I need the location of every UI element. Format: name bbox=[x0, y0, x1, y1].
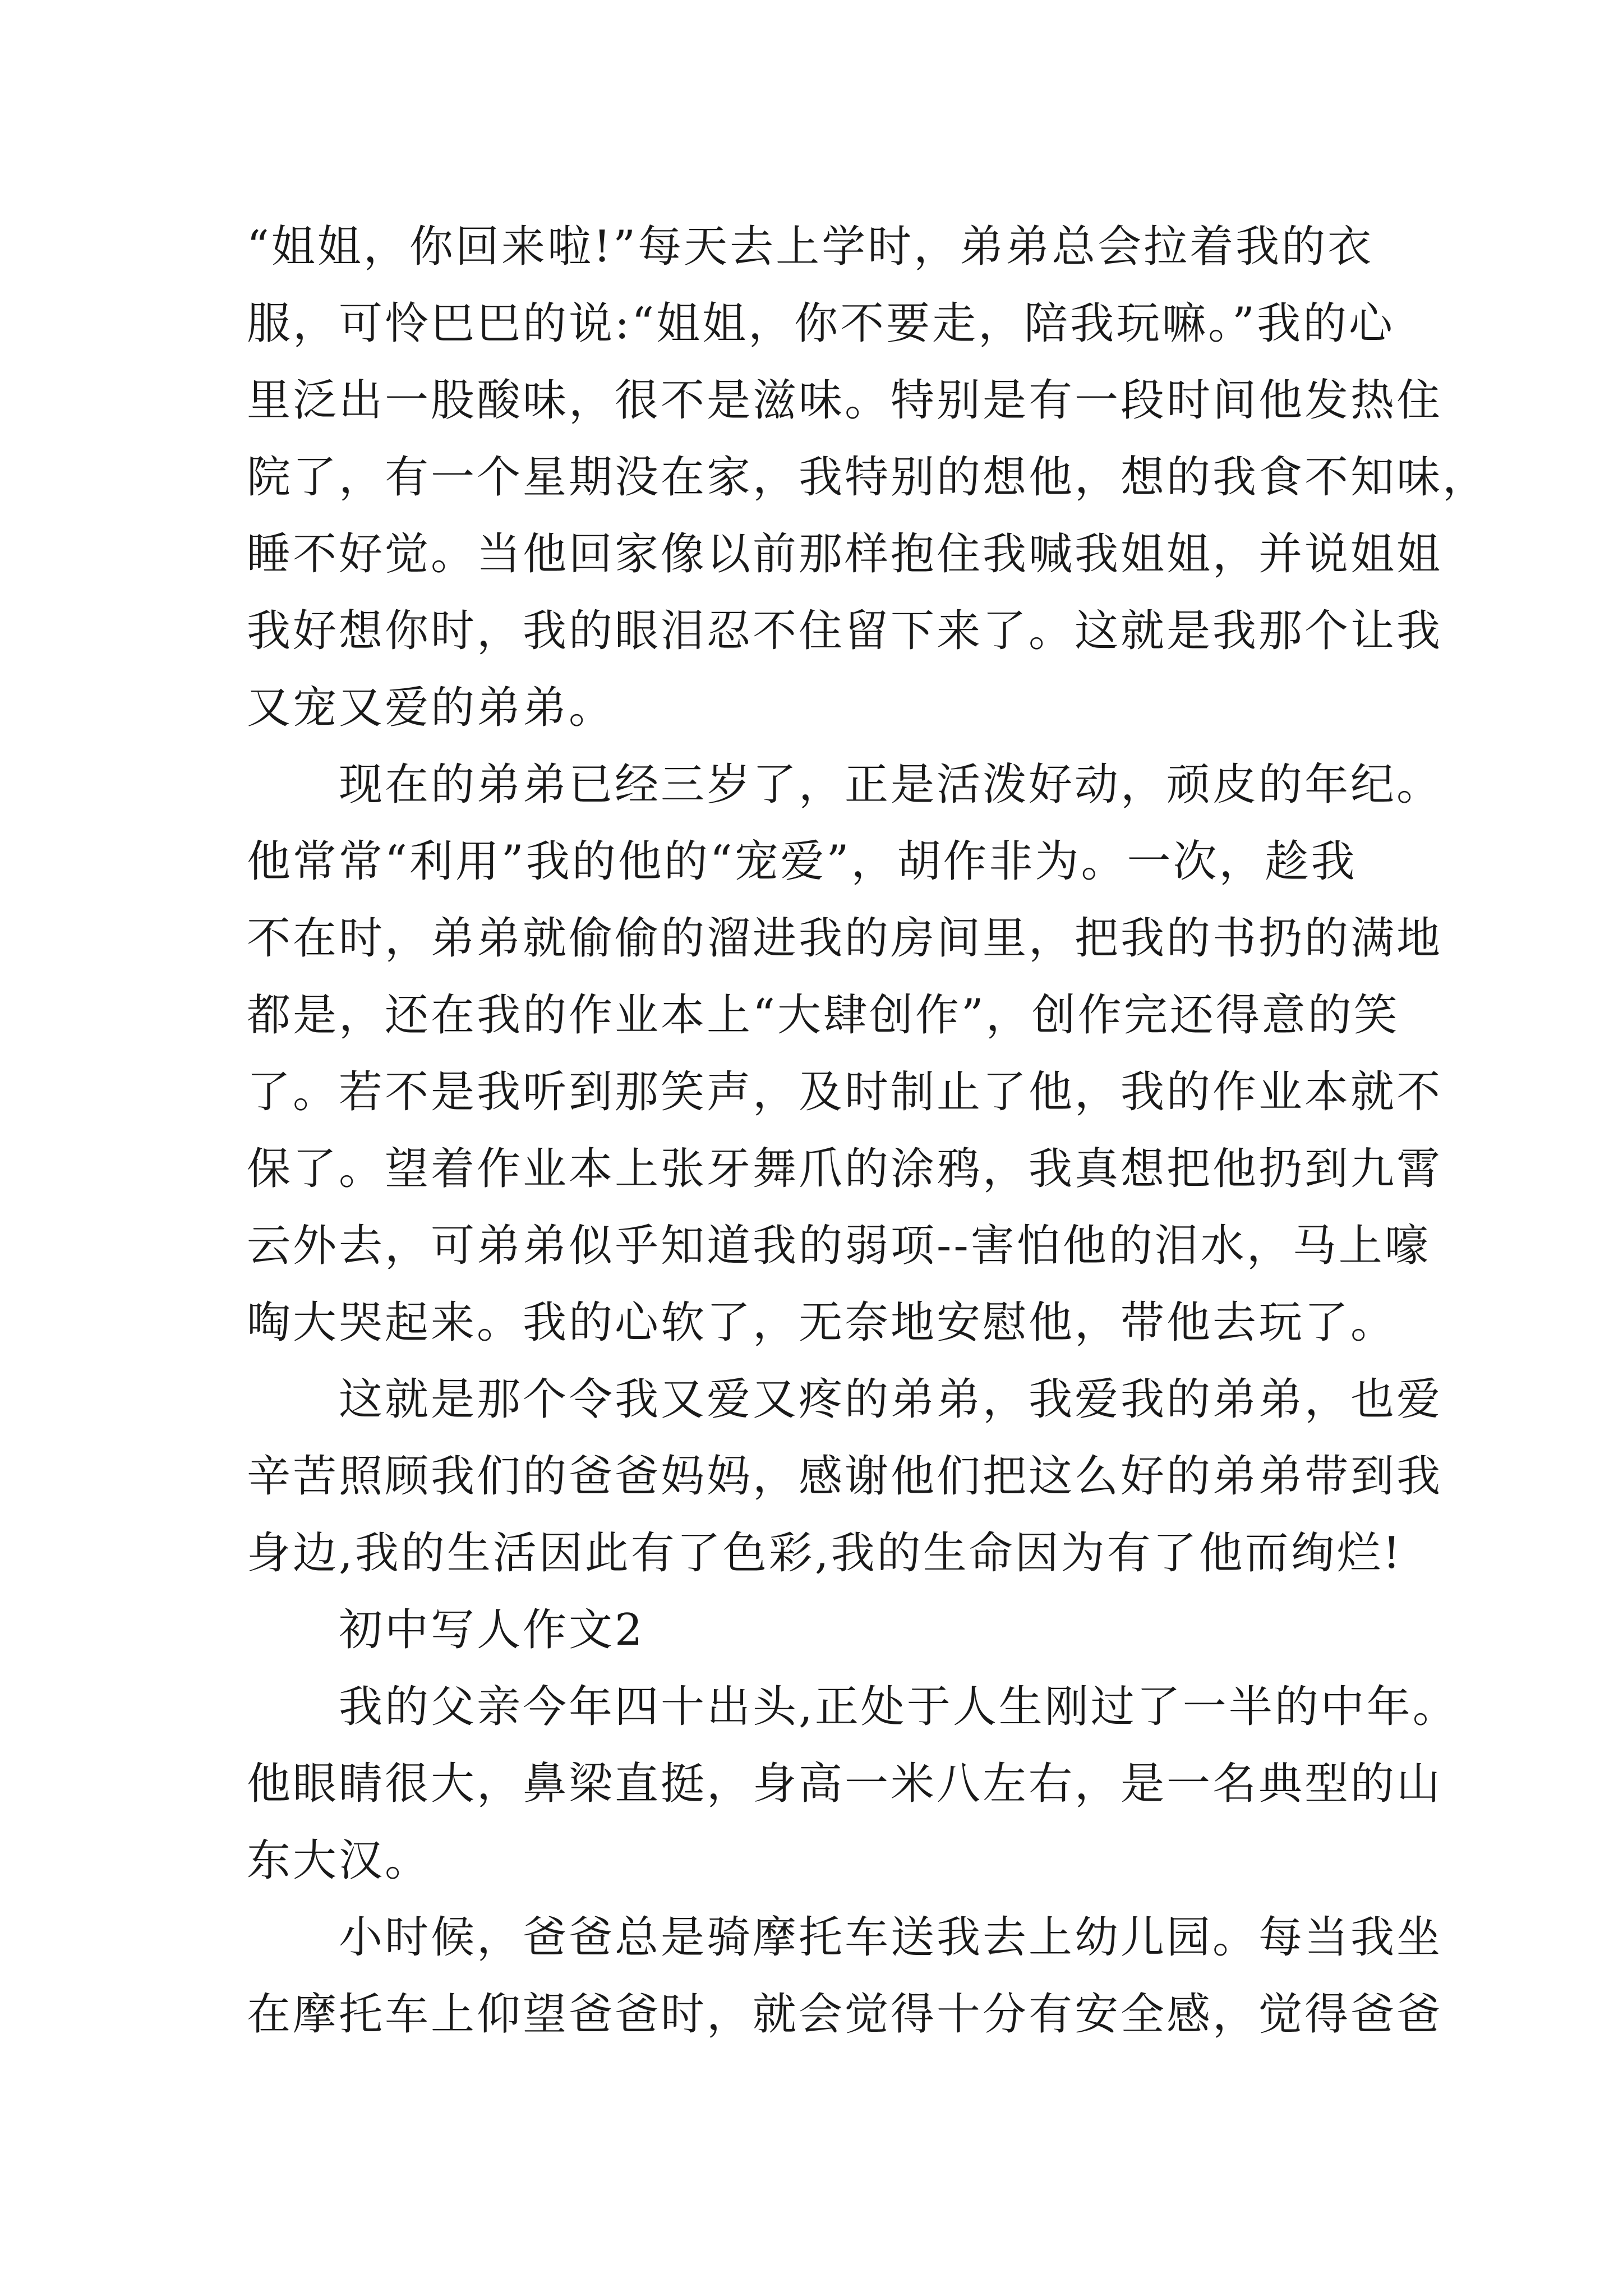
text-line: 我好想你时，我的眼泪忍不住留下来了。这就是我那个让我 bbox=[247, 606, 1443, 656]
text-line: 这就是那个令我又爱又疼的弟弟，我爱我的弟弟，也爱 bbox=[247, 1374, 1443, 1425]
text-line: 云外去，可弟弟似乎知道我的弱项--害怕他的泪水，马上嚎 bbox=[247, 1221, 1431, 1271]
text-line: 我的父亲今年四十出头,正处于人生刚过了一半的中年。 bbox=[247, 1682, 1459, 1732]
text-line: 服，可怜巴巴的说:“姐姐，你不要走，陪我玩嘛。”我的心 bbox=[247, 298, 1395, 349]
text-line: 院了，有一个星期没在家，我特别的想他，想的我食不知味， bbox=[247, 452, 1489, 503]
text-line: “姐姐，你回来啦!”每天去上学时，弟弟总会拉着我的衣 bbox=[247, 222, 1374, 272]
section-heading: 初中写人作文2 bbox=[247, 1605, 645, 1655]
text-line: 东大汉。 bbox=[247, 1835, 431, 1886]
text-line: 小时候，爸爸总是骑摩托车送我去上幼儿园。每当我坐 bbox=[247, 1912, 1443, 1963]
text-line: 啕大哭起来。我的心软了，无奈地安慰他，带他去玩了。 bbox=[247, 1297, 1397, 1348]
text-line: 现在的弟弟已经三岁了，正是活泼好动，顽皮的年纪。 bbox=[247, 760, 1443, 810]
text-line: 里泛出一股酸味，很不是滋味。特别是有一段时间他发热住 bbox=[247, 375, 1443, 426]
text-line: 辛苦照顾我们的爸爸妈妈，感谢他们把这么好的弟弟带到我 bbox=[247, 1451, 1443, 1502]
text-line: 在摩托车上仰望爸爸时，就会觉得十分有安全感，觉得爸爸 bbox=[247, 1989, 1443, 2040]
text-line: 身边,我的生活因此有了色彩,我的生命因为有了他而绚烂! bbox=[247, 1528, 1403, 1579]
text-line: 不在时，弟弟就偷偷的溜进我的房间里，把我的书扔的满地 bbox=[247, 913, 1443, 964]
text-line: 睡不好觉。当他回家像以前那样抱住我喊我姐姐，并说姐姐 bbox=[247, 529, 1443, 579]
text-line: 又宠又爱的弟弟。 bbox=[247, 683, 615, 733]
text-line: 他眼睛很大，鼻梁直挺，身高一米八左右，是一名典型的山 bbox=[247, 1759, 1443, 1809]
text-line: 都是，还在我的作业本上“大肆创作”，创作完还得意的笑 bbox=[247, 990, 1400, 1041]
text-line: 保了。望着作业本上张牙舞爪的涂鸦，我真想把他扔到九霄 bbox=[247, 1144, 1443, 1194]
text-line: 他常常“利用”我的他的“宠爱”，胡作非为。一次，趁我 bbox=[247, 836, 1357, 887]
text-line: 了。若不是我听到那笑声，及时制止了他，我的作业本就不 bbox=[247, 1067, 1443, 1117]
